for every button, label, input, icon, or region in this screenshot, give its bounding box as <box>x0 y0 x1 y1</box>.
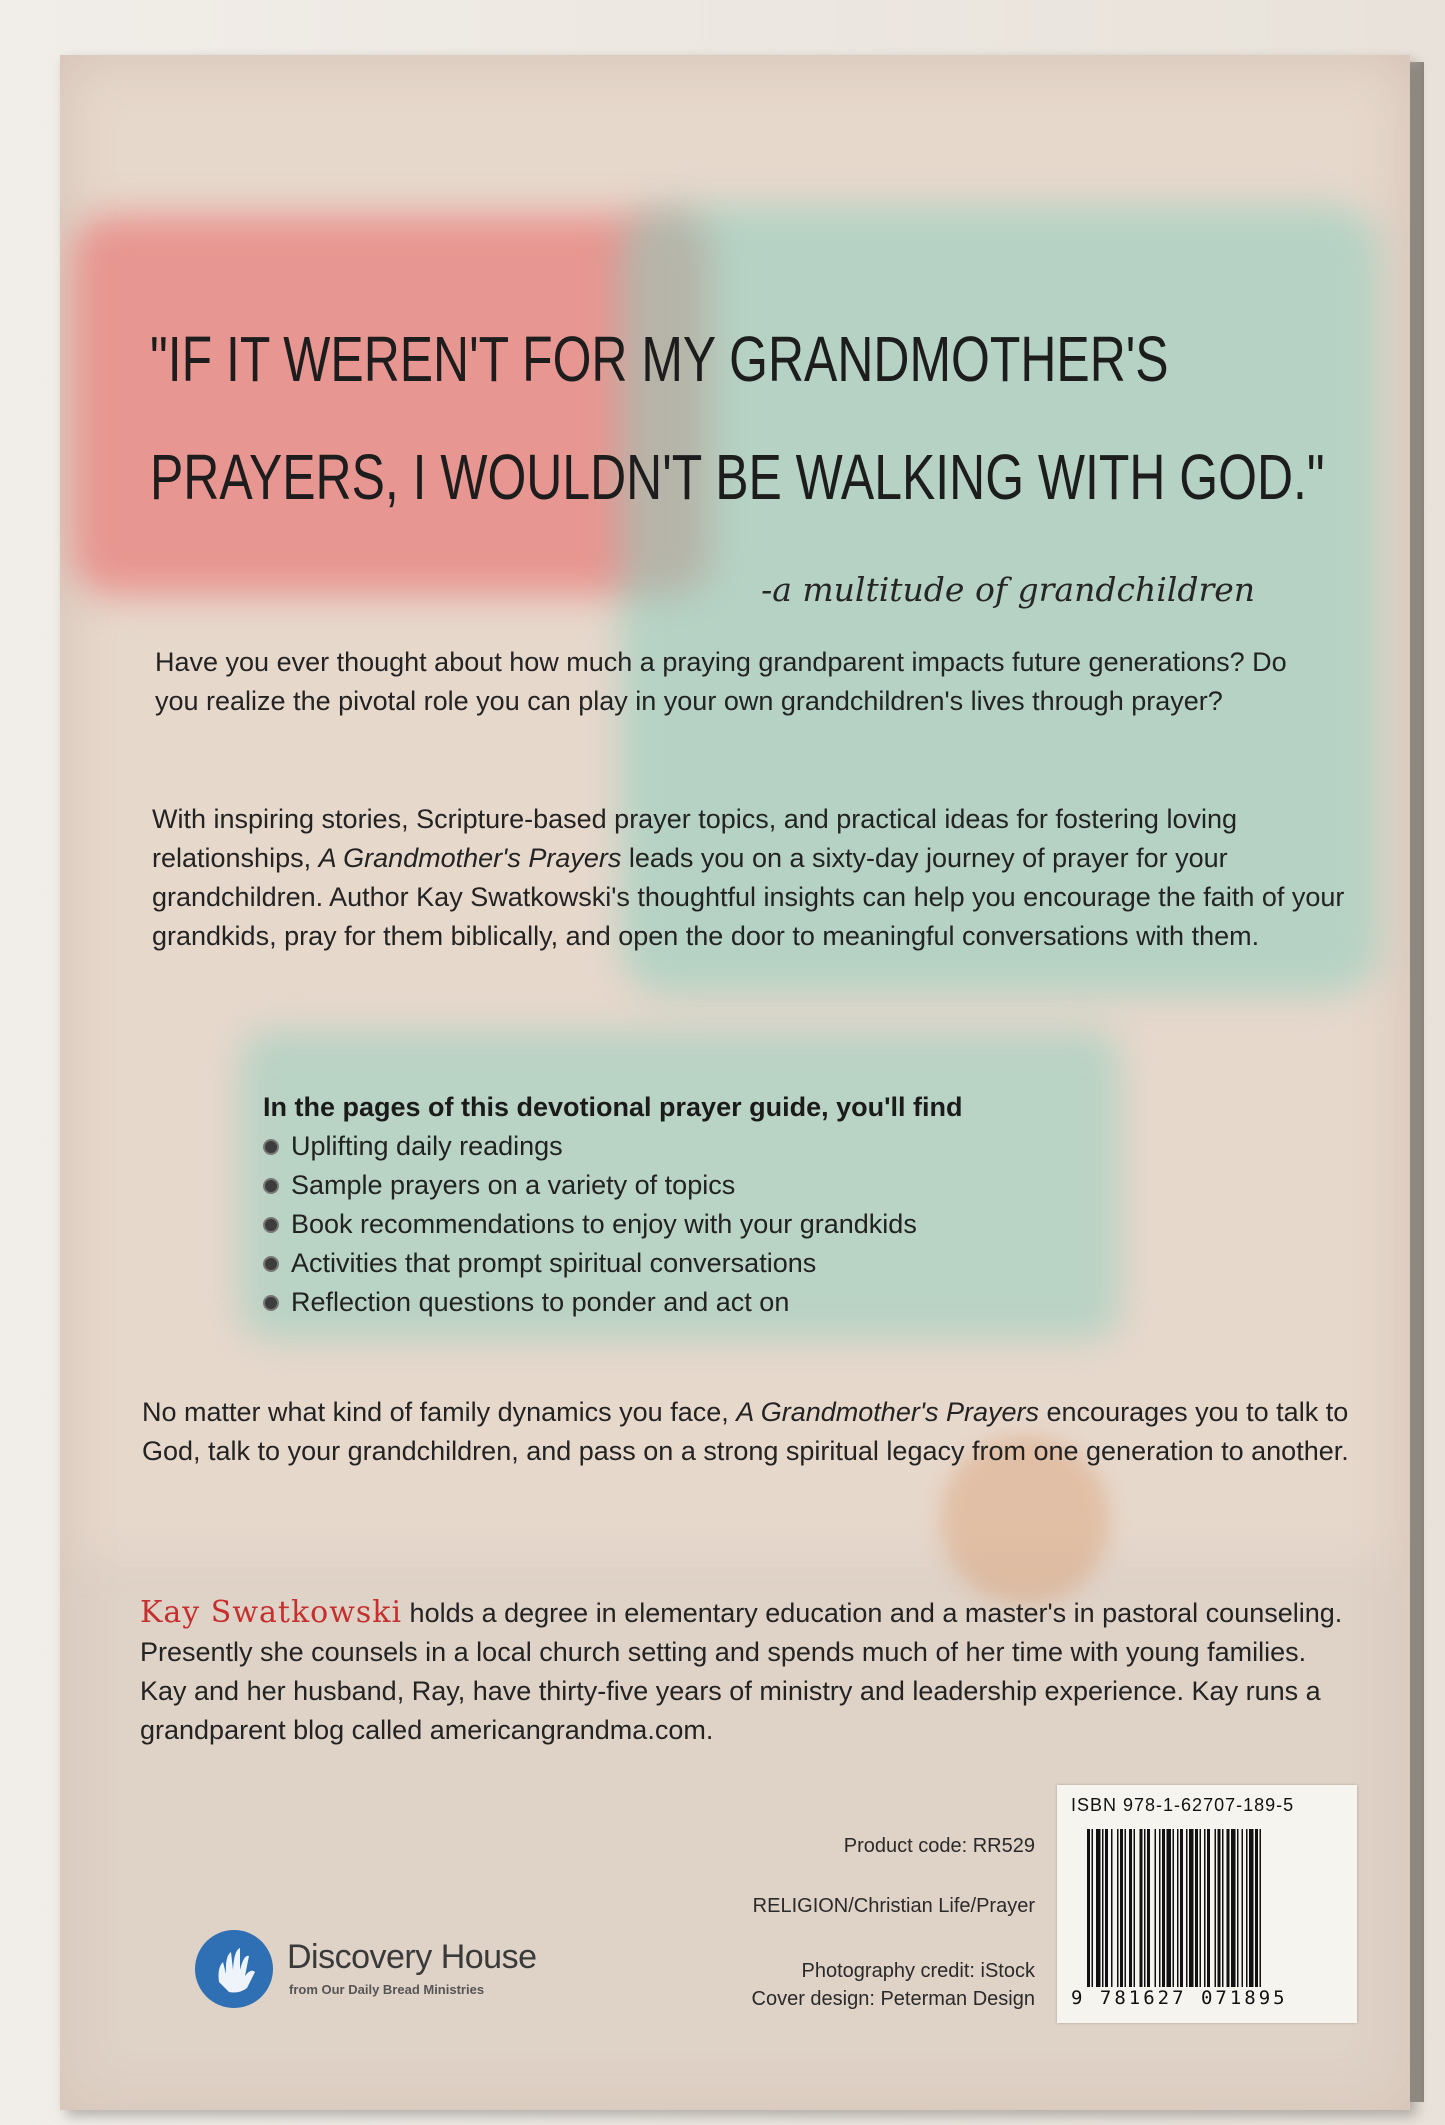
list-item-text: Uplifting daily readings <box>291 1131 563 1161</box>
feature-list <box>263 1087 1103 1322</box>
description-paragraph <box>152 800 1362 956</box>
author-name: Kay Swatkowski <box>140 1595 403 1630</box>
publisher-logo <box>195 1930 555 2010</box>
isbn-text: ISBN 978-1-62707-189-5 <box>1071 1795 1295 1815</box>
list-item <box>263 1283 1103 1322</box>
description-text-1: With inspiring stories, Scripture-based prayer topics, and practical ideas for fostering loving relationships, <box>152 804 1237 873</box>
barcode-bars <box>1087 1829 1342 1987</box>
list-item <box>263 1127 1103 1166</box>
list-item <box>263 1205 1103 1244</box>
bullet-icon <box>263 1178 279 1194</box>
pull-quote-line-2: PRAYERS, I WOULDN'T BE WALKING WITH GOD." <box>150 441 1325 513</box>
pull-quote <box>150 300 1325 536</box>
intro-paragraph: Have you ever thought about how much a praying grandparent impacts future generations? Do you realize the pivotal role you can play in your own grandchildren's lives through prayer? <box>155 647 1287 716</box>
book-title-italic: A Grandmother's Prayers <box>318 843 622 873</box>
subject-category: RELIGION/Christian Life/Prayer <box>752 1895 1035 1917</box>
design-credit: Cover design: Peterman Design <box>751 1988 1035 2010</box>
author-bio-text: holds a degree in elementary education and a master's in pastoral counseling. Presently she counsels in a local church setting and spends much of her time with young families. Kay and her husband, Ray, have thirty-five years of ministry and leadership experience. Kay runs a grandparent blog called americangrandma.com. <box>140 1598 1343 1745</box>
list-item-text: Reflection questions to ponder and act on <box>291 1287 790 1317</box>
quote-attribution: -a multitude of grandchildren <box>761 570 1255 609</box>
list-item <box>263 1244 1103 1283</box>
author-bio <box>140 1593 1360 1750</box>
product-code: Product code: RR529 <box>843 1835 1035 1857</box>
book-back-cover <box>60 55 1410 2110</box>
closing-text-1: No matter what kind of family dynamics you face, <box>142 1397 737 1427</box>
pull-quote-line-1: "IF IT WEREN'T FOR MY GRANDMOTHER'S <box>150 323 1169 395</box>
list-item-text: Sample prayers on a variety of topics <box>291 1170 736 1200</box>
publisher-name: Discovery House <box>287 1938 537 1976</box>
bullet-icon <box>263 1139 279 1155</box>
photo-credit: Photography credit: iStock <box>801 1960 1035 1982</box>
publisher-hand-icon <box>195 1930 273 2008</box>
list-item-text: Book recommendations to enjoy with your grandkids <box>291 1209 917 1239</box>
bullet-icon <box>263 1295 279 1311</box>
publisher-tagline: from Our Daily Bread Ministries <box>289 1982 485 1997</box>
list-item-text: Activities that prompt spiritual conversations <box>291 1248 817 1278</box>
ean-digits: 9 781627 071895 <box>1071 1987 1288 2009</box>
description-text-2: leads you on a sixty-day journey of prayer for your grandchildren. Author Kay Swatkowski's thoughtful insights can help you encourage the faith of your grandkids, pray for them biblically, and open the door to meaningful conversations with them. <box>152 843 1345 951</box>
isbn-barcode <box>1057 1785 1357 2023</box>
feature-list-heading: In the pages of this devotional prayer guide, you'll find <box>263 1092 963 1122</box>
closing-text-2: encourages you to talk to God, talk to your grandchildren, and pass on a strong spiritual legacy from one generation to another. <box>142 1397 1349 1466</box>
book-spine-edge <box>1408 62 1424 2102</box>
bullet-icon <box>263 1217 279 1233</box>
bullet-icon <box>263 1256 279 1272</box>
book-title-italic: A Grandmother's Prayers <box>736 1397 1040 1427</box>
closing-paragraph <box>142 1393 1362 1471</box>
list-item <box>263 1166 1103 1205</box>
